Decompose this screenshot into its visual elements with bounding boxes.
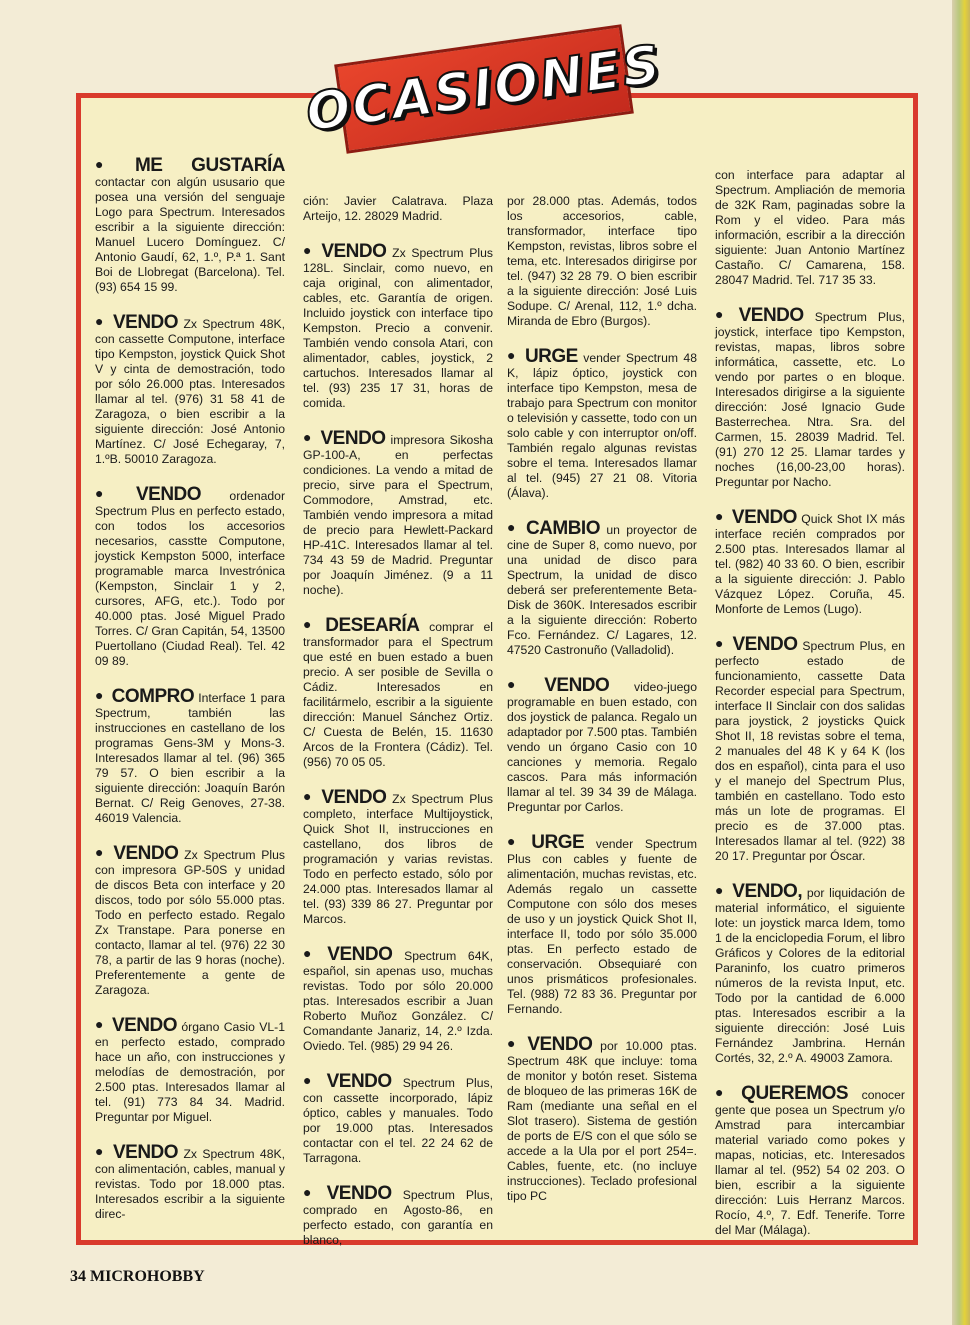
ad-item: ● URGE vender Spectrum Plus con cables y fuente de alimentación, muchas revistas, etc. Además regalo un cassette Computone con sólo dos meses de uso y un joystick Quick Shot II, interface II, todo por sólo 35.000 ptas. En perfecto estado de conservación. Obsequiaré con unos prismáticos profesionales. Tel. (988) 72 83 36. Preguntar por Fernando. (507, 835, 697, 1017)
ad-item: ● VENDO Zx Spectrum Plus con impresora GP-50S y unidad de discos Beta con interface y 20 discos, todo por sólo 55.000 ptas. Todo en perfecto estado. Regalo Zx Transtape. Para ponerse en contacto, llamar al tel. (976) 22 30 78, a partir de las 9 horas (noche). Preferentemente a gente de Zaragoza. (95, 846, 285, 998)
ad-item: ● COMPRO Interface 1 para Spectrum, también las instrucciones en castellano de los programas Gens-3M y Mons-3. Interesados llamar al tel. (96) 365 79 57. O bien escribir a la siguiente dirección: Joaquín Barón Bernat. C/ Reig Genoves, 27-38. 46019 Valencia. (95, 689, 285, 826)
column-3 (507, 194, 697, 1224)
column-1 (95, 155, 285, 1242)
ad-item: ● VENDO Spectrum Plus, en perfecto estado de funcionamiento, cassette Data Recorder especial para Spectrum, interface II Sinclair con dos salidas para joystick, 2 joysticks Quick Shot II, 18 revistas sobre el tema, 2 manuales del 48 K y 64 K (los dos en español), cinta para el uso y el manejo del Spectrum Plus, también en castellano. Todo esto más un lote de programas. El precio es de 37.000 ptas. Interesados llamar al tel. (922) 38 20 17. Preguntar por Óscar. (715, 637, 905, 864)
page-edge-strip (952, 0, 970, 1325)
ad-item: ● VENDO Zx Spectrum Plus 128L. Sinclair, como nuevo, en caja original, con alimentador, cables, etc. Garantía de origen. Incluido joystick con interface tipo Kempston. Precio a convenir. También vendo consola Atari, con alimentador, cables, joystick, 2 cartuchos. Interesados llamar al tel. (93) 235 17 31, horas de comida. (303, 244, 493, 411)
ad-item: ● VENDO por 10.000 ptas. Spectrum 48K que incluye: toma de monitor y botón reset. Sistema de bloqueo de las primeras 16K de Ram (mediante una señal en el Slot trasero). Sistema de gestión de ports de E/S con el que sólo se accede a la Ula por el port 254=. Cables, fuente, etc. (no incluye instrucciones). Teclado profesional tipo PC (507, 1037, 697, 1204)
ad-item: ● ME GUSTARÍA contactar con algún ususario que posea una versión del senguaje Logo para Spectrum. Interesados escribir a la siguiente dirección: Manuel Lucero Domínguez. C/ Antonio Gaudí, 62, 1.º, P.ª 1. Sant Boi de Llobregat (Barcelona). Tel. (93) 654 15 99. (95, 158, 285, 295)
column-2 (303, 194, 493, 1268)
ad-item: ● VENDO video-juego programable en buen estado, con dos joystick de palanca. Regalo un adaptador por 7.500 ptas. También vendo un órgano Casio con 10 canciones y memoria. Regalo cascos. Para más información llamar al tel. 39 34 39 de Málaga. Preguntar por Carlos. (507, 678, 697, 815)
page-footer: 34 MICROHOBBY (70, 1268, 205, 1285)
ad-item: ● VENDO Zx Spectrum 48K, con alimentación, cables, manual y revistas. Todo por 18.000 ptas. Interesados escribir a la siguiente direc- (95, 1145, 285, 1222)
ad-item: ● VENDO, por liquidación de material informático, el siguiente lote: un joystick marca Idem, tomo 1 de la enciclopedia Forum, el libro Gráficos y Colores de la editorial Paraninfo, los cuatro primeros números de la revista Input, etc. Todo por la cantidad de 6.000 ptas. Interesados escribir a la siguiente dirección: José Luis Fernández Jambrina. Hernán Cortés, 32, 2.º A. 49003 Zamora. (715, 884, 905, 1066)
ad-item: ● QUEREMOS conocer gente que posea un Spectrum y/o Amstrad para intercambiar material variado como pokes y mapas, noticias, etc. Interesados llamar al tel. (952) 54 02 203. O bien, escribir a la siguiente dirección: Luis Herranz Marcos. Rocío, 4.º, 7. Edf. Tenerife. Torre del Mar (Málaga). (715, 1086, 905, 1238)
ad-continuation: por 28.000 ptas. Además, todos los accesorios, cable, transformador, interface tipo Kempston, revistas, libros sobre el tema, etc. Interesados dirigirse por tel. (947) 32 28 79. O bien escribir a la siguiente dirección: José Luis Sodupe. C/ Arenal, 112, 1.º dcha. Miranda de Ebro (Burgos). (507, 194, 697, 328)
ad-item: ● VENDO Spectrum Plus, comprado en Agosto-86, en perfecto estado, con garantía en blanco, (303, 1186, 493, 1248)
ad-item: ● VENDO impresora Sikosha GP-100-A, en perfectas condiciones. La vendo a mitad de precio, sirve para el Spectrum, Commodore, Amstrad, etc. También vendo impresora a mitad de precio para Hewlett-Packard HP-41C. Interesados llamar al tel. 734 43 59 de Madrid. Preguntar por Joaquín Jiménez. (9 a 11 noche). (303, 431, 493, 598)
classifieds-frame (76, 93, 918, 1245)
ad-item: ● CAMBIO un proyector de cine de Super 8, como nuevo, por una unidad de disco para Spectrum, la unidad de disco deberá ser preferentemente Beta-Disk de 360K. Interesados escribir a la siguiente dirección: Roberto Fco. Fernández. C/ Lagares, 12. 47520 Castronuño (Valladolid). (507, 521, 697, 658)
ad-continuation: con interface para adaptar al Spectrum. Ampliación de memoria de 32K Ram, paginadas sobre la Rom y el video. Para más información, escribir a la dirección siguiente: Juan Antonio Martínez Castaño. C/ Camarena, 158. 28047 Madrid. Tel. 717 35 33. (715, 168, 905, 287)
banner-title: OCASIONES (302, 34, 666, 144)
ad-item: ● DESEARÍA comprar el transformador para el Spectrum que esté en buen estado a buen precio. A ser posible de Sevilla o Cádiz. Interesados en facilitármelo, escribir a la siguiente dirección: Manuel Sánchez Ortiz. C/ Cuesta de Belén, 15. 11630 Arcos de la Frontera (Cádiz). Tel. (956) 70 05 05. (303, 618, 493, 770)
ad-item: ● VENDO Quick Shot IX más interface recién comprados por 2.500 ptas. Interesados llamar al tel. (982) 40 33 60. O bien, escribir a la siguiente dirección: J. Pablo Vázquez López. Coruña, 45. Monforte de Lemos (Lugo). (715, 510, 905, 617)
ad-item: ● VENDO Spectrum Plus, joystick, interface tipo Kempston, revistas, mapas, libros sobre informática, cassette, etc. Lo vendo por partes o en bloque. Interesados dirigirse a la siguiente dirección: José Ignacio Gude Basterrechea. Ntra. Sra. del Carmen, 15. 28039 Madrid. Tel. (91) 270 12 25. Llamar tardes y noches (16,00-23,00 horas). Preguntar por Nacho. (715, 308, 905, 490)
ad-item: ● URGE vender Spectrum 48 K, lápiz óptico, joystick con interface tipo Kempston, mesa de trabajo para Spectrum con monitor o televisión y cassette, todo con un solo cable y con interruptor on/off. También regalo algunas revistas sobre el tema. Interesados llamar al tel. (945) 27 21 08. Vitoria (Álava). (507, 349, 697, 501)
ad-continuation: ción: Javier Calatrava. Plaza Arteijo, 12. 28029 Madrid. (303, 194, 493, 223)
ad-item: ● VENDO Spectrum Plus, con cassette incorporado, lápiz óptico, cables y manuales. Todo por 19.000 ptas. Interesados contactar con el tel. 22 24 62 de Tarragona. (303, 1074, 493, 1166)
column-4 (715, 168, 905, 1258)
ad-item: ● VENDO Zx Spectrum 48K, con cassette Computone, interface tipo Kempston, joystick Quick Shot V y cinta de demostración, todo por sólo 26.000 ptas. Interesados llamar al tel. (976) 31 58 41 de Zaragoza, o bien escribir a la siguiente dirección: José Antonio Martínez. C/ José Echegaray, 7, 1.ºB. 50010 Zaragoza. (95, 315, 285, 467)
ad-item: ● VENDO Spectrum 64K, español, sin apenas uso, muchas revistas. Todo por sólo 20.000 ptas. Interesados escribir a Juan Roberto Muñoz González. C/ Comandante Janariz, 14, 2.º Izda. Oviedo. Tel. (985) 29 94 26. (303, 947, 493, 1054)
ad-item: ● VENDO órgano Casio VL-1 en perfecto estado, comprado hace un año, con instrucciones y melodías de demostración, por 2.500 ptas. Interesados llamar al tel. (91) 773 84 34. Madrid. Preguntar por Miguel. (95, 1018, 285, 1125)
ad-item: ● VENDO Zx Spectrum Plus completo, interface Multijoystick, Quick Shot II, instrucciones en castellano, dos libros de programación y varias revistas. Todo en perfecto estado, sólo por 24.000 ptas. Interesados llamar al tel. (93) 339 86 27. Preguntar por Marcos. (303, 790, 493, 927)
ad-item: ● VENDO ordenador Spectrum Plus en perfecto estado, con todos los accesorios necesarios, casstte Computone, joystick Kempston 5000, interface programable marca Investrónica (Kempston, Sinclair 1 y 2, cursores, AFG, etc.). Todo por 40.000 ptas. José Miguel Prado Torres. C/ Gran Capitán, 54, 13500 Puertollano (Ciudad Real). Tel. 42 09 89. (95, 487, 285, 669)
